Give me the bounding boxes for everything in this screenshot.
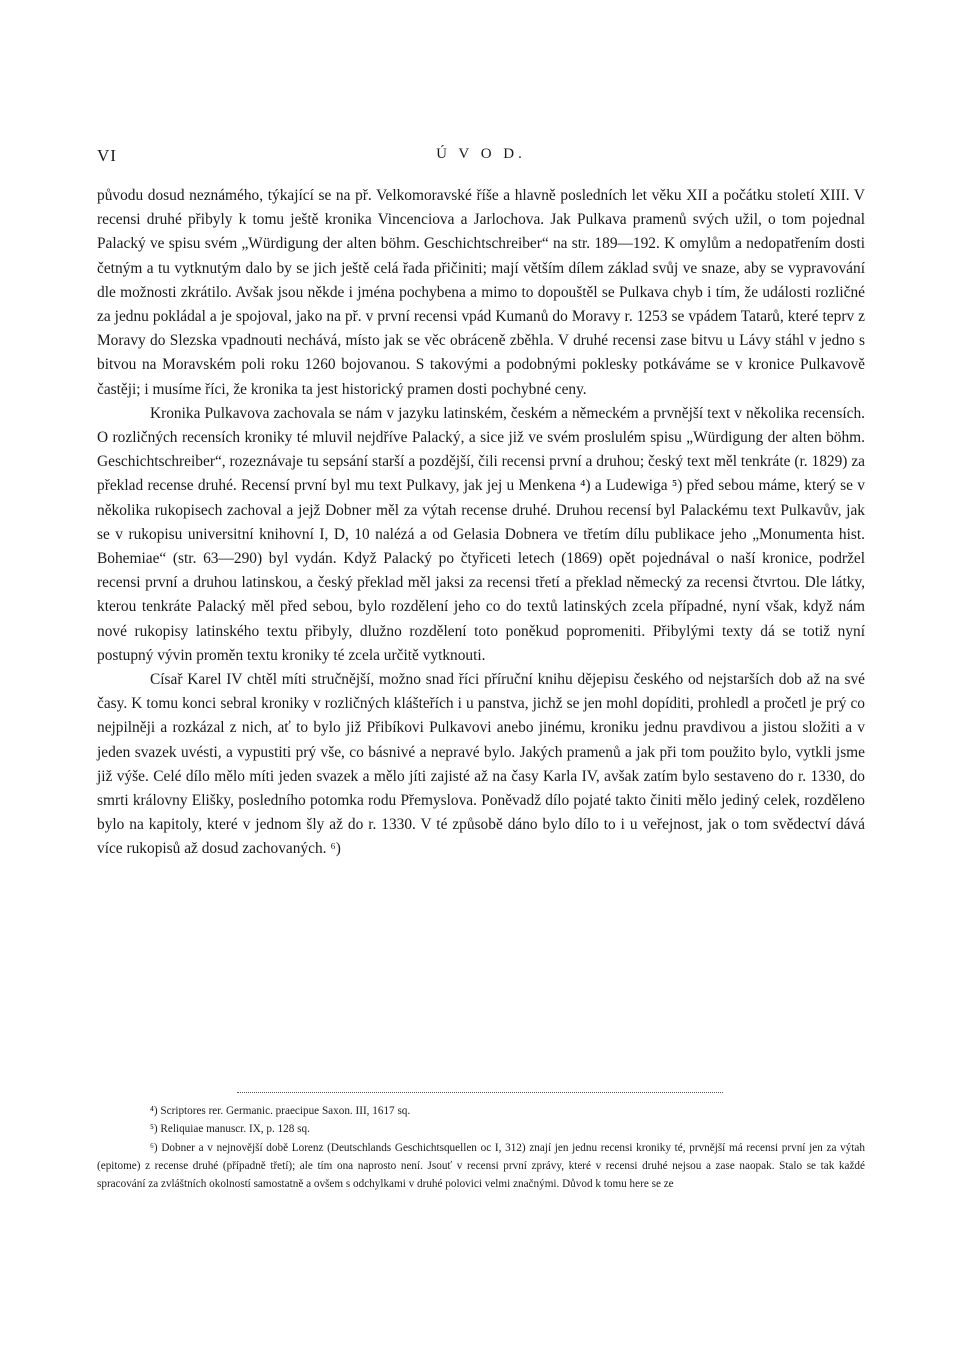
footnote-6: ⁶) Dobner a v nejnovější době Lorenz (Deutschlands Geschichtsquellen oc I, 312) znají jen jednu recensi kroniky té, prvnější má recensi první jen za výtah (epitome) z recense druhé (případně třetí); ale tím ona naprosto není. Jsouť v recensi první zprávy, které v recensi druhé nejsou a zase naopak. Stalo se tak každé spracování za zvláštních okolností samostatně a ovšem s odchylkami v druhé polovici velmi značnými. Důvod k tomu here se ze	[97, 1141, 865, 1191]
footnote-separator	[237, 1092, 723, 1093]
page-header	[97, 146, 865, 170]
page-number: VI	[97, 146, 117, 165]
running-head: Ú V O D.	[436, 146, 526, 162]
footnote-4: ⁴) Scriptores rer. Germanic. praecipue Saxon. III, 1617 sq.	[150, 1105, 411, 1117]
body-text	[97, 184, 865, 862]
footnote-5: ⁵) Reliquiae manuscr. IX, p. 128 sq.	[150, 1123, 310, 1136]
paragraph-2: Kronika Pulkavova zachovala se nám v jazyku latinském, českém a německém a prvnější text v několika recensích. O rozličných recensích kroniky té mluvil nejdříve Palacký, a sice již ve svém proslulém spisu „Würdigung der alten böhm. Geschichtschreiber“, rozeznávaje tu sepsání starší a pozdější, čili recensi první a druhou; český text měl tenkráte (r. 1829) za překlad recense druhé. Recensí první byl mu text Pulkavy, jak jej u Menkena ⁴) a Ludewiga ⁵) před sebou máme, který se v několika rukopisech zachoval a jejž Dobner měl za výtah recense druhé. Druhou recensí byl Palackému text Pulkavův, jak se v rukopisu universitní knihovní I, D, 10 nalézá a od Gelasia Dobnera ve třetím dílu publikace jeho „Monumenta hist. Bohemiae“ (str. 63—290) byl vydán. Když Palacký po čtyřiceti letech (1869) opět pojednával o naší kronice, podržel recensi první a druhou latinskou, a český překlad měl jaksi za recensi třetí a překlad německý za recensi čtvrtou. Dle látky, kterou tenkráte Palacký měl před sebou, bylo rozdělení jeho co do textů latinských zcela případné, nyní však, když nám nové rukopisy latinského textu přibyly, dlužno rozdělení toto poněkud popromeniti. Přibylými texty dá se totiž nyní postupný vývin proměn textu kroniky té zcela určitě vytknouti.	[97, 404, 865, 664]
paragraph-1: původu dosud neznámého, týkající se na př. Velkomoravské říše a hlavně posledních let věku XII a počátku století XIII. V recensi druhé přibyly k tomu ještě kronika Vincenciova a Jarlochova. Jak Pulkava pramenů svých užil, o tom pojednal Palacký ve spisu svém „Würdigung der alten böhm. Geschichtschreiber“ na str. 189—192. K omylům a nedopatřením dosti četným a tu vytknutým dalo by se jich ještě celá řada přičiniti; mají větším dílem základ svůj ve snaze, aby se vypravování dle možnosti zkrátilo. Avšak jsou někde i jména pochybena a mimo to dopouštěl se Pulkava chyb i tím, že události rozličné za jednu pokládal a je spojoval, jako na př. v první recensi vpád Kumanů do Moravy r. 1253 se vpádem Tatarů, které teprv z Moravy do Slezska vpadnouti nechává, místo jak se věc obráceně zběhla. V druhé recensi zase bitvu u Lávy stáhl v jedno s bitvou na Moravském poli roku 1260 bojovanou. S takovými a podobnými poklesky potkáváme se v kronice Pulkavově častěji; i musíme říci, že kronika ta jest historický pramen dosti pochybné ceny.	[97, 187, 865, 398]
footnotes	[97, 1102, 865, 1193]
paragraph-3: Císař Karel IV chtěl míti stručnější, možno snad říci příruční knihu dějepisu českého od nejstarších dob až na své časy. K tomu konci sebral kroniky v rozličných klášteřích i u panstva, jichž se jen mohl dopíditi, prohledl a pročetl je prý co nejpilněji a rozkázal z nich, ať to bylo již Přibíkovi Pulkavovi anebo jinému, kroniku jednu pravdivou a jistou složiti a v jeden svazek uvésti, a vypustiti prý vše, co básnivé a nepravé bylo. Jakých pramenů a jak při tom použito bylo, vytkli jsme již výše. Celé dílo mělo míti jeden svazek a mělo jíti zajisté až na časy Karla IV, avšak zatím bylo sestaveno do r. 1330, do smrti královny Elišky, posledního potomka rodu Přemyslova. Poněvadž dílo pojaté takto činiti mělo jediný celek, rozděleno bylo na kapitoly, které v jednom šly až do r. 1330. V té způsobě dáno bylo dílo to i u veřejnost, jak o tom svědectví dává více rukopisů až dosud zachovaných. ⁶)	[97, 671, 865, 858]
